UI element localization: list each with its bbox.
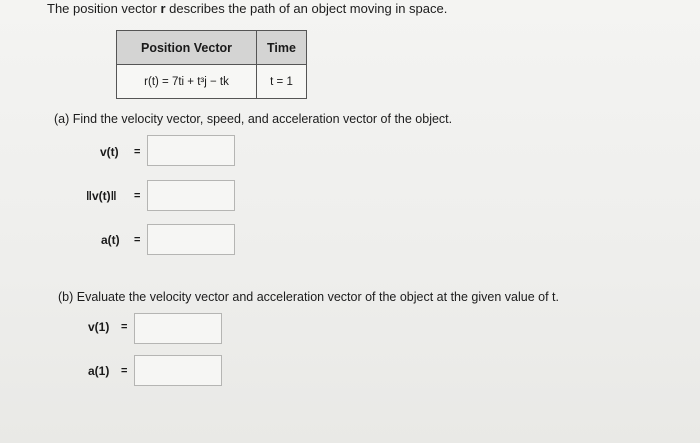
acceleration-at-1-label: a(1) (88, 364, 110, 378)
table-cell-position-vector: r(t) = 7ti + t³j − tk (117, 65, 257, 99)
intro-text-before: The position vector (47, 1, 161, 16)
acceleration-at-1-equals: = (121, 365, 128, 377)
velocity-at-1-label: v(1) (88, 320, 110, 334)
acceleration-equals: = (134, 234, 141, 246)
position-vector-table (116, 30, 307, 99)
intro-bold-symbol: r (160, 1, 166, 16)
velocity-at-1-equals: = (121, 321, 128, 333)
table-header-time: Time (257, 31, 307, 65)
speed-label: ‖v(t)‖ (86, 189, 117, 203)
acceleration-at-1-answer-box[interactable] (134, 355, 222, 386)
velocity-answer-box[interactable] (147, 135, 235, 166)
acceleration-answer-box[interactable] (147, 224, 235, 255)
speed-equals: = (134, 190, 141, 202)
table-cell-time: t = 1 (257, 65, 307, 99)
part-b-prompt: (b) Evaluate the velocity vector and acceleration vector of the object at the given value of t. (58, 290, 559, 304)
velocity-label: v(t) (100, 145, 119, 159)
problem-intro (47, 1, 447, 16)
velocity-at-1-answer-box[interactable] (134, 313, 222, 344)
table-header-position-vector: Position Vector (117, 31, 257, 65)
part-a-prompt: (a) Find the velocity vector, speed, and acceleration vector of the object. (54, 112, 453, 126)
intro-text-after: describes the path of an object moving in space. (165, 1, 448, 16)
velocity-equals: = (134, 146, 141, 158)
acceleration-label: a(t) (101, 233, 120, 247)
speed-answer-box[interactable] (147, 180, 235, 211)
